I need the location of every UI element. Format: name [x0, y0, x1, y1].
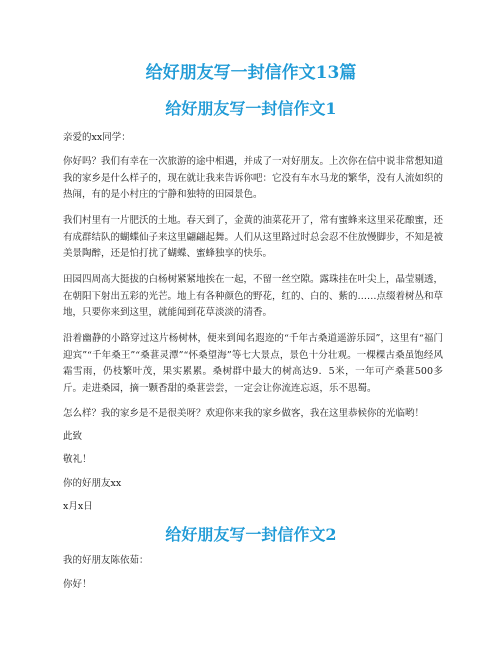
section-1-closing-1: 此致 [63, 431, 83, 442]
section-1-title: 给好朋友写一封信作文1 [165, 99, 337, 118]
section-2-greeting: 我的好朋友陈依茹： [63, 555, 149, 566]
section-2-paragraph-1: 你好！ [63, 579, 92, 590]
section-1-signature: 你的好朋友xx [63, 478, 122, 489]
section-2-title: 给好朋友写一封信作文2 [165, 525, 337, 544]
section-1-paragraph-5: 怎么样？我的家乡是不是很美呀？欢迎你来我的家乡做客，我在这里恭候你的光临哟！ [63, 408, 425, 419]
section-1-greeting: 亲爱的xx同学： [63, 132, 131, 143]
section-1-paragraph-3: 田园四周高大挺拔的白杨树紧紧地挨在一起，不留一丝空隙。露珠挂在叶尖上，晶莹剔透，在朝阳下射出五彩的光芒。地上有各种颜色的野花，红的、白的、紫的……点缀着树丛和草地，只要你来到这里，就能闻到花草淡淡的清香。 [63, 274, 444, 318]
section-1-paragraph-4: 沿着幽静的小路穿过这片杨树林，便来到闻名遐迩的“千年古桑道遥游乐园”，这里有“福门迎宾”“千年桑王”“桑葚灵潭”“怀桑望海”等七大景点，景色十分壮观。一棵棵古桑虽饱经风霜雪雨，仍枝繁叶茂，果实累累。桑树群中最大的树高达9．5米，一年可产桑葚500多斤。走进桑园，摘一颗香甜的桑葚尝尝，一定会让你流连忘返，乐不思蜀。 [63, 333, 443, 394]
section-1-closing-2: 敬礼！ [63, 454, 92, 465]
section-1-paragraph-1: 你好吗？我们有幸在一次旅游的途中相遇，并成了一对好朋友。上次你在信中说非常想知道我的家乡是什么样子的，现在就让我来告诉你吧：它没有车水马龙的繁华，没有人流如织的热闹，有的是小村庄的宁静和独特的田园景色。 [63, 156, 444, 200]
document-title: 给好朋友写一封信作文13篇 [145, 63, 357, 83]
section-1-date: x月x日 [63, 501, 93, 512]
section-1-paragraph-2: 我们村里有一片肥沃的土地。春天到了，金黄的油菜花开了，常有蜜蜂来这里采花酿蜜，还有成群结队的蝴蝶仙子来这里翩翩起舞。人们从这里路过时总会忍不住放慢脚步，不知是被美景陶醉，还是怕打扰了蝴蝶、蜜蜂独享的快乐。 [63, 215, 444, 259]
